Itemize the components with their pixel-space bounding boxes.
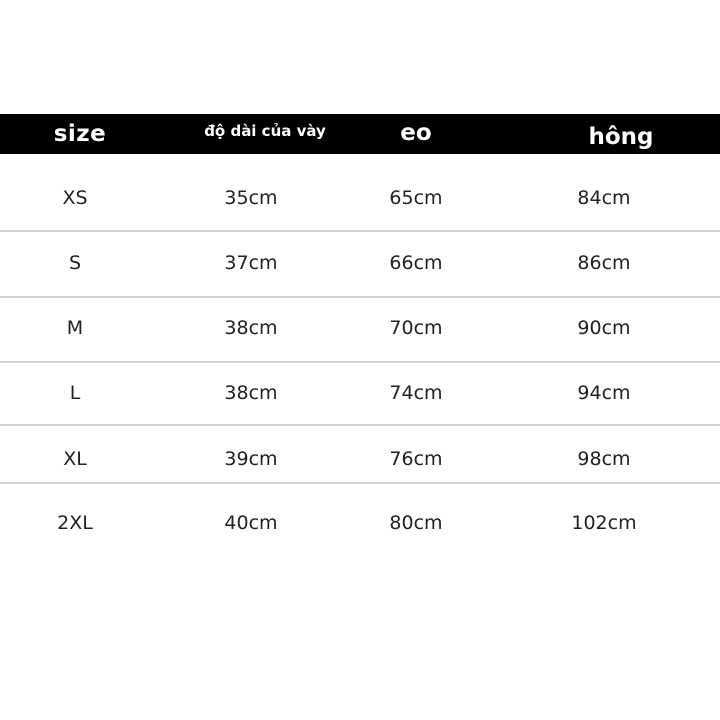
size-cell: L xyxy=(69,382,81,404)
hip-cell: 102cm xyxy=(571,512,637,534)
size-cell: XS xyxy=(62,187,88,209)
waist-cell: 66cm xyxy=(389,252,443,274)
hip-cell: 84cm xyxy=(577,187,631,209)
header-waist: eo xyxy=(400,120,432,146)
length-cell: 37cm xyxy=(224,252,278,274)
table-row xyxy=(0,296,720,360)
table-row xyxy=(0,231,720,295)
waist-cell: 80cm xyxy=(389,512,443,534)
waist-cell: 65cm xyxy=(389,187,443,209)
length-cell: 38cm xyxy=(224,317,278,339)
hip-cell: 86cm xyxy=(577,252,631,274)
hip-cell: 90cm xyxy=(577,317,631,339)
header-size: size xyxy=(53,121,107,147)
length-cell: 38cm xyxy=(224,382,278,404)
row-divider xyxy=(0,424,720,426)
header-length: độ dài của vày xyxy=(204,122,326,140)
table-row xyxy=(0,361,720,425)
size-cell: 2XL xyxy=(57,512,93,534)
table-row xyxy=(0,166,720,230)
hip-cell: 94cm xyxy=(577,382,631,404)
size-cell: XL xyxy=(63,448,87,470)
row-divider xyxy=(0,482,720,484)
table-header xyxy=(0,114,720,154)
size-cell: S xyxy=(68,252,82,274)
table-row xyxy=(0,491,720,555)
waist-cell: 74cm xyxy=(389,382,443,404)
hip-cell: 98cm xyxy=(577,448,631,470)
header-hip: hông xyxy=(588,124,654,150)
waist-cell: 76cm xyxy=(389,448,443,470)
size-cell: M xyxy=(66,317,84,339)
waist-cell: 70cm xyxy=(389,317,443,339)
length-cell: 40cm xyxy=(224,512,278,534)
length-cell: 39cm xyxy=(224,448,278,470)
length-cell: 35cm xyxy=(224,187,278,209)
